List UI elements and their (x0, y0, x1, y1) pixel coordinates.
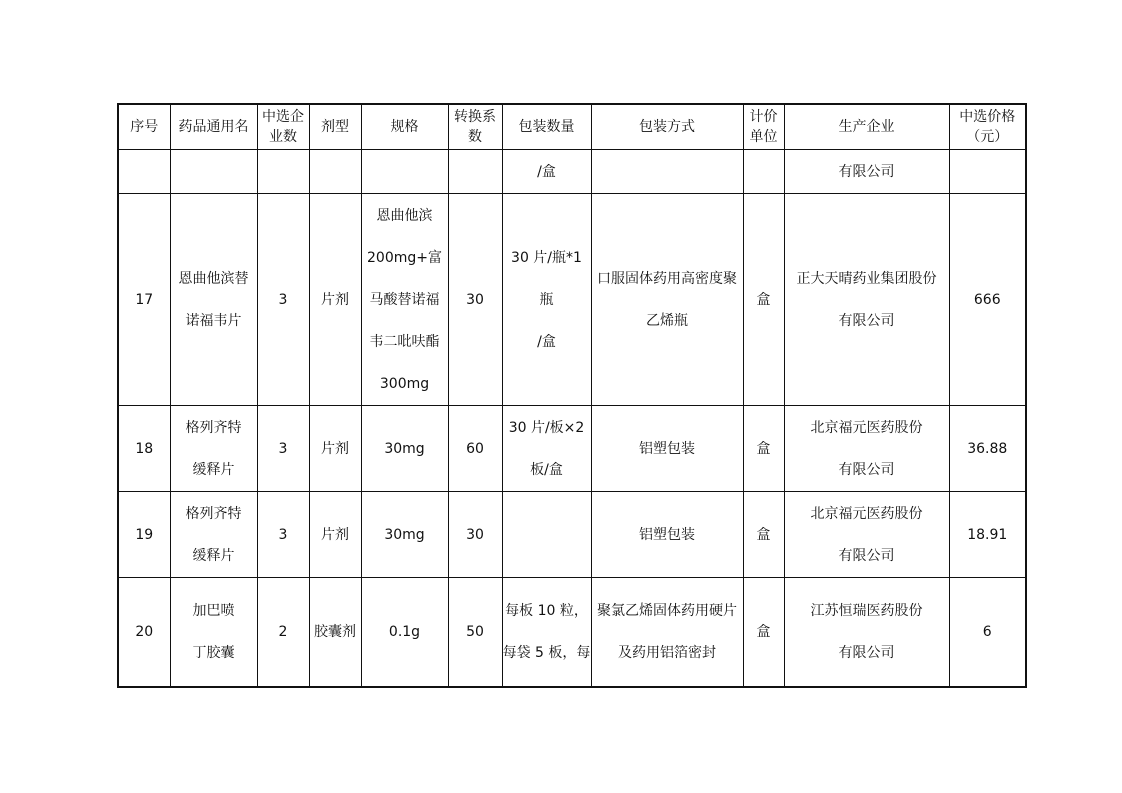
cell-unit: 盒 (743, 492, 784, 578)
cell-dosage-form: 片剂 (309, 406, 361, 492)
cell-manufacturer: 江苏恒瑞医药股份 有限公司 (784, 578, 949, 688)
header-pack-method: 包装方式 (591, 104, 743, 150)
table-row (118, 578, 1026, 688)
header-row (118, 104, 1026, 150)
cell-pack-method: 铝塑包装 (591, 492, 743, 578)
cell-selected-count: 3 (257, 194, 309, 406)
cell-price: 18.91 (949, 492, 1026, 578)
cell-seq: 18 (118, 406, 170, 492)
cell-drug-name: 格列齐特 缓释片 (170, 406, 257, 492)
cell-price (949, 150, 1026, 194)
cell-pack-method: 聚氯乙烯固体药用硬片 及药用铝箔密封 (591, 578, 743, 688)
cell-pack-qty: 30 片/板×2 板/盒 (502, 406, 591, 492)
cell-spec: 30mg (361, 406, 448, 492)
cell-dosage-form: 片剂 (309, 492, 361, 578)
cell-price: 36.88 (949, 406, 1026, 492)
cell-manufacturer: 北京福元医药股份 有限公司 (784, 406, 949, 492)
cell-conversion: 50 (448, 578, 502, 688)
cell-drug-name: 格列齐特 缓释片 (170, 492, 257, 578)
cell-unit: 盒 (743, 578, 784, 688)
drug-procurement-table (117, 103, 1027, 688)
cell-spec: 30mg (361, 492, 448, 578)
cell-unit: 盒 (743, 406, 784, 492)
cell-manufacturer: 北京福元医药股份 有限公司 (784, 492, 949, 578)
cell-unit: 盒 (743, 194, 784, 406)
cell-pack-qty: 30 片/瓶*1 瓶 /盒 (502, 194, 591, 406)
header-dosage-form: 剂型 (309, 104, 361, 150)
cell-price: 666 (949, 194, 1026, 406)
header-pack-qty: 包装数量 (502, 104, 591, 150)
cell-conversion: 30 (448, 194, 502, 406)
table-row (118, 406, 1026, 492)
table-row (118, 194, 1026, 406)
header-spec: 规格 (361, 104, 448, 150)
cell-seq: 19 (118, 492, 170, 578)
cell-selected-count: 3 (257, 406, 309, 492)
header-unit: 计价 单位 (743, 104, 784, 150)
cell-dosage-form: 胶囊剂 (309, 578, 361, 688)
header-price: 中选价格 （元） (949, 104, 1026, 150)
cell-seq: 17 (118, 194, 170, 406)
cell-conversion: 30 (448, 492, 502, 578)
cell-drug-name (170, 150, 257, 194)
cell-selected-count: 3 (257, 492, 309, 578)
cell-pack-method: 铝塑包装 (591, 406, 743, 492)
cell-spec: 恩曲他滨 200mg+富 马酸替诺福 韦二吡呋酯 300mg (361, 194, 448, 406)
cell-seq (118, 150, 170, 194)
cell-manufacturer: 正大天晴药业集团股份 有限公司 (784, 194, 949, 406)
cell-selected-count: 2 (257, 578, 309, 688)
cell-drug-name: 加巴喷 丁胶囊 (170, 578, 257, 688)
cell-selected-count (257, 150, 309, 194)
cell-seq: 20 (118, 578, 170, 688)
cell-price: 6 (949, 578, 1026, 688)
cell-drug-name: 恩曲他滨替 诺福韦片 (170, 194, 257, 406)
cell-conversion (448, 150, 502, 194)
header-seq: 序号 (118, 104, 170, 150)
header-selected-count: 中选企 业数 (257, 104, 309, 150)
cell-dosage-form: 片剂 (309, 194, 361, 406)
cell-pack-qty (502, 492, 591, 578)
cell-spec (361, 150, 448, 194)
cell-pack-method: 口服固体药用高密度聚 乙烯瓶 (591, 194, 743, 406)
cell-manufacturer: 有限公司 (784, 150, 949, 194)
cell-spec: 0.1g (361, 578, 448, 688)
header-drug-name: 药品通用名 (170, 104, 257, 150)
table-row-continuation (118, 150, 1026, 194)
table-row (118, 492, 1026, 578)
cell-pack-method (591, 150, 743, 194)
header-manufacturer: 生产企业 (784, 104, 949, 150)
header-conversion: 转换系 数 (448, 104, 502, 150)
cell-dosage-form (309, 150, 361, 194)
cell-pack-qty: /盒 (502, 150, 591, 194)
cell-unit (743, 150, 784, 194)
cell-conversion: 60 (448, 406, 502, 492)
cell-pack-qty: 每板 10 粒， 每袋 5 板，每 (502, 578, 591, 688)
